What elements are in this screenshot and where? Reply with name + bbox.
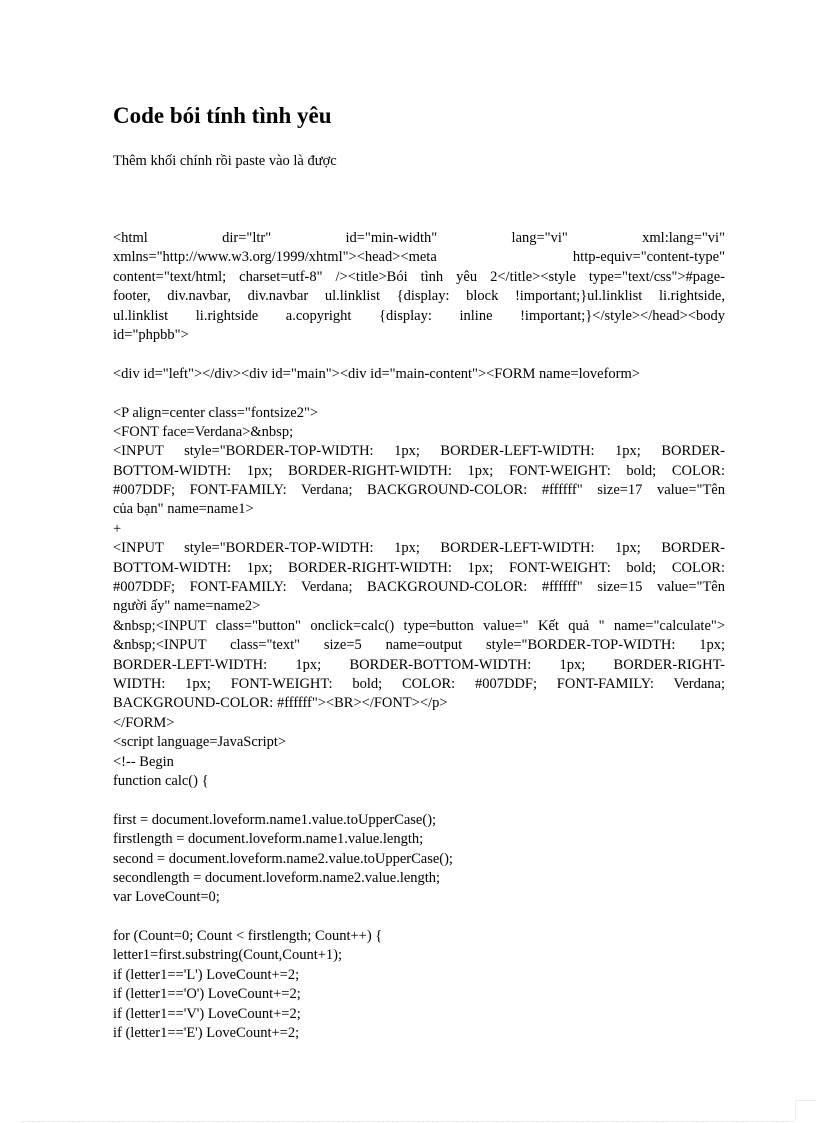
code-line: if (letter1=='O') LoveCount+=2; [113, 986, 301, 1003]
code-line: <INPUT style="BORDER-TOP-WIDTH: 1px; BORDER-LEFT-WIDTH: 1px; BORDER- [113, 540, 725, 557]
code-line: letter1=first.substring(Count,Count+1); [113, 947, 343, 964]
code-line: <html dir="ltr" id="min-width" lang="vi" xml:lang="vi" [113, 230, 725, 246]
code-line: <FONT face=Verdana>&nbsp; [113, 423, 294, 440]
code-line: var LoveCount=0; [113, 889, 220, 906]
code-line: <P align=center class="fontsize2"> [113, 404, 319, 421]
code-line [113, 908, 725, 927]
page-subtitle: Thêm khối chính rồi paste vào là được [113, 153, 337, 169]
code-line: ul.linklist li.rightside a.copyright {display: inline !important;}</style></head><body [113, 307, 725, 324]
code-line: <!-- Begin [113, 753, 174, 770]
code-line: BACKGROUND-COLOR: #ffffff"><BR></FONT></p> [113, 695, 448, 712]
code-line: content="text/html; charset=utf-8" /><title>Bói tình yêu 2</title><style type="text/css">#page- [113, 268, 725, 285]
code-listing [113, 229, 725, 1043]
code-line: id="phpbb"> [113, 326, 189, 343]
code-line: footer, div.navbar, div.navbar ul.linklist {display: block !important;}ul.linklist li.rightside, [113, 288, 725, 305]
code-line [113, 384, 725, 403]
code-line: for (Count=0; Count < firstlength; Count++) { [113, 928, 383, 945]
code-line: <script language=JavaScript> [113, 734, 287, 751]
code-line: WIDTH: 1px; FONT-WEIGHT: bold; COLOR: #007DDF; FONT-FAMILY: Verdana; [113, 675, 725, 692]
code-line: người ấy" name=name2> [113, 598, 261, 615]
code-line: secondlength = document.loveform.name2.value.length; [113, 869, 441, 886]
code-line: <div id="left"></div><div id="main"><div id="main-content"><FORM name=loveform> [113, 365, 640, 382]
code-line: + [113, 520, 122, 537]
code-line: <INPUT style="BORDER-TOP-WIDTH: 1px; BORDER-LEFT-WIDTH: 1px; BORDER- [113, 443, 725, 460]
code-line: function calc() { [113, 772, 209, 789]
code-line: của bạn" name=name1> [113, 501, 254, 518]
code-line: second = document.loveform.name2.value.toUpperCase(); [113, 850, 453, 867]
code-line: if (letter1=='E') LoveCount+=2; [113, 1025, 300, 1042]
code-line: #007DDF; FONT-FAMILY: Verdana; BACKGROUND-COLOR: #ffffff" size=17 value="Tên [113, 482, 725, 499]
code-line: &nbsp;<INPUT class="text" size=5 name=output style="BORDER-TOP-WIDTH: 1px; [113, 637, 725, 654]
code-line: if (letter1=='L') LoveCount+=2; [113, 966, 300, 983]
code-line: firstlength = document.loveform.name1.value.length; [113, 831, 424, 848]
page-bottom-rule [22, 1121, 794, 1122]
code-line: BOTTOM-WIDTH: 1px; BORDER-RIGHT-WIDTH: 1px; FONT-WEIGHT: bold; COLOR: [113, 462, 725, 479]
code-line: #007DDF; FONT-FAMILY: Verdana; BACKGROUND-COLOR: #ffffff" size=15 value="Tên [113, 579, 725, 596]
code-line: </FORM> [113, 714, 175, 731]
code-line: BOTTOM-WIDTH: 1px; BORDER-RIGHT-WIDTH: 1px; FONT-WEIGHT: bold; COLOR: [113, 559, 725, 576]
code-line: xmlns="http://www.w3.org/1999/xhtml"><head><meta http-equiv="content-type" [113, 249, 725, 266]
page-corner-mark [795, 1100, 816, 1121]
code-line: &nbsp;<INPUT class="button" onclick=calc() type=button value=" Kết quả " name="calculate"> [113, 617, 725, 634]
code-line: BORDER-LEFT-WIDTH: 1px; BORDER-BOTTOM-WIDTH: 1px; BORDER-RIGHT- [113, 656, 725, 673]
code-line: if (letter1=='V') LoveCount+=2; [113, 1005, 301, 1022]
code-line [113, 345, 725, 364]
code-line: first = document.loveform.name1.value.toUpperCase(); [113, 811, 437, 828]
page-title: Code bói tính tình yêu [113, 103, 332, 128]
code-line [113, 791, 725, 810]
